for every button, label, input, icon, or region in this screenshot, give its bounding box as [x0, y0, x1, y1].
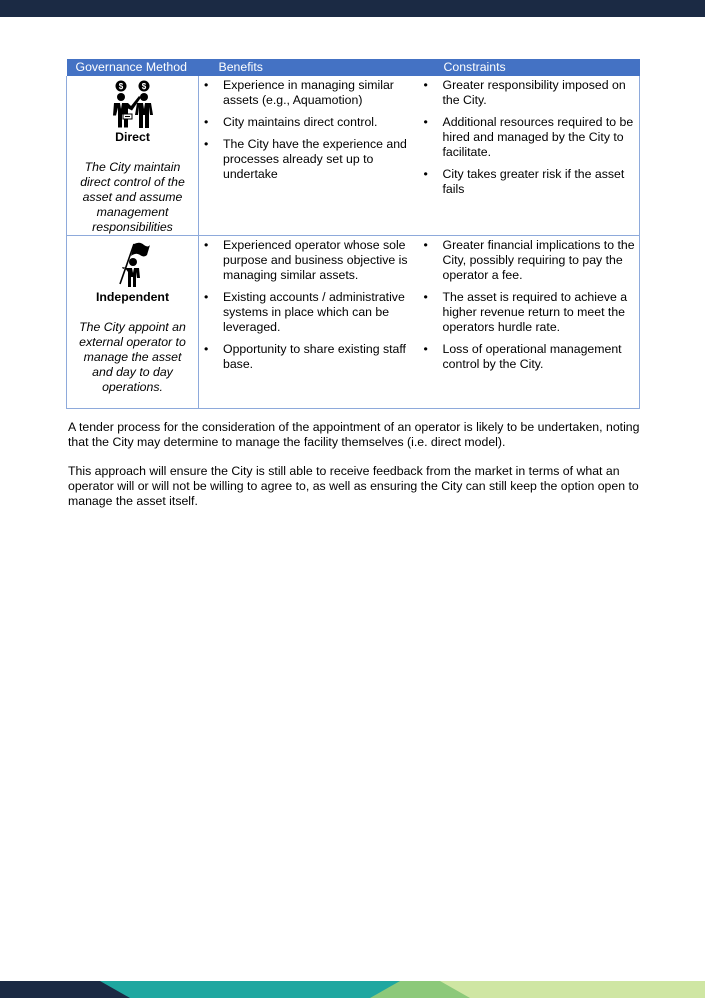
- method-name: Independent: [95, 290, 170, 304]
- list-item: • The City have the experience and processes already set up to undertake: [199, 137, 419, 182]
- list-item: • Greater responsibility imposed on the City.: [419, 78, 640, 108]
- governance-table: [66, 59, 640, 409]
- column-header-constraints: Constraints: [419, 59, 640, 76]
- paragraph-tender-process: A tender process for the consideration of the appointment of an operator is likely to be undertaken, noting that the City may determine to manage the facility themselves (i.e. direct model).: [68, 420, 640, 449]
- list-item: • Loss of operational management control by the City.: [419, 342, 640, 372]
- svg-text:$: $: [118, 82, 123, 91]
- method-description: The City appoint an external operator to manage the asset and day to day operations.: [79, 320, 186, 394]
- paragraph-approach: This approach will ensure the City is still able to receive feedback from the market in terms of what an operator will or will not be willing to agree to, as well as ensuring the City can still keep the option open to manage the asset itself.: [68, 464, 639, 508]
- list-item: • Existing accounts / administrative systems in place which can be leveraged.: [199, 290, 419, 335]
- list-item: • The asset is required to achieve a higher revenue return to meet the operators hurdle rate.: [419, 290, 640, 335]
- list-item: • Additional resources required to be hired and managed by the City to facilitate.: [419, 115, 640, 160]
- method-cell: [67, 76, 199, 236]
- benefits-cell: [199, 76, 419, 236]
- list-item: • Opportunity to share existing staff base.: [199, 342, 419, 372]
- list-item: • Experienced operator whose sole purpose and business objective is managing similar assets.: [199, 238, 419, 283]
- footer-bar: [0, 981, 705, 998]
- two-businessmen-money-icon: [67, 78, 198, 128]
- list-item: • City maintains direct control.: [199, 115, 419, 130]
- list-item: • Experience in managing similar assets (e.g., Aquamotion): [199, 78, 419, 108]
- table-header-row: [67, 59, 640, 76]
- list-item: • Greater financial implications to the City, possibly requiring to pay the operator a fee.: [419, 238, 640, 283]
- column-header-governance-method: Governance Method: [67, 59, 199, 76]
- table-row-independent: [67, 236, 640, 409]
- person-holding-flag-icon: [67, 238, 198, 288]
- constraints-cell: [419, 236, 640, 409]
- list-item: • City takes greater risk if the asset fails: [419, 167, 640, 197]
- top-header-bar: [0, 0, 705, 17]
- column-header-benefits: Benefits: [199, 59, 419, 76]
- svg-text:$: $: [141, 82, 146, 91]
- constraints-cell: [419, 76, 640, 236]
- method-description: The City maintain direct control of the asset and assume management responsibilities: [80, 160, 185, 234]
- method-name: Direct: [115, 130, 150, 144]
- table-row-direct: [67, 76, 640, 236]
- benefits-cell: [199, 236, 419, 409]
- method-cell: [67, 236, 199, 409]
